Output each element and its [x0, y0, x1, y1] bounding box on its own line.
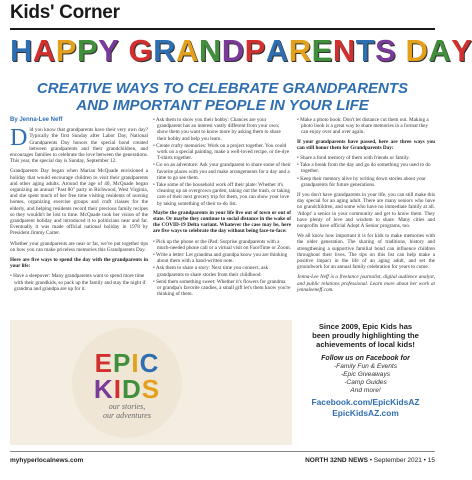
- list-heading: If your grandparents have passed, here are three ways you can still honor them for Grandparents Day:: [297, 138, 435, 151]
- headline-letter: P: [55, 33, 77, 68]
- logo-letter: E: [94, 348, 113, 378]
- headline-letter: E: [311, 33, 333, 68]
- footer-date-page: • September 2021 • 15: [367, 457, 435, 464]
- epic-kids-promo-image: [10, 320, 292, 445]
- headline-space: [396, 34, 405, 68]
- headline-letter: D: [405, 33, 429, 68]
- headline-letter: G: [128, 33, 154, 68]
- article-column-3: [297, 117, 435, 297]
- list-item: • Keep their memory alive by writing down stories about your grandparents for future generations.: [297, 175, 426, 188]
- list-item: • Pick up the phone or the iPad: Surprise grandparents with a much-needed phone call or a virtual visit on FaceTime or Zoom.: [153, 238, 291, 251]
- list-item: • Take a break from the day and go do something you used to do together.: [297, 162, 431, 175]
- ad-list-item: And more!: [350, 387, 381, 394]
- headline-letter: A: [265, 33, 289, 68]
- headline-letter: Y: [98, 33, 120, 68]
- logo-letter: D: [121, 374, 142, 404]
- author-bio: Jenna-Lee Neff is a freelance journalist, digital audience analyst, and public relations professional. Learn more about her work at jennaleeneff.com.: [297, 274, 435, 293]
- logo-letter: K: [93, 374, 114, 404]
- headline-letter: Y: [451, 33, 472, 68]
- article-column-1: [10, 117, 148, 293]
- headline-letter: N: [332, 33, 356, 68]
- paragraph: If you don't have grandparents in your life, you can still make this day special for an aging adult. There are many seniors who have no grandchildren, and some who have no immediate family at all. 'Adopt' a senior in your community and get to know them. They have plenty of love and wisdom to share. Many cities and nonprofits have official Adopt A Senior programs, too.: [297, 192, 435, 230]
- epic-kids-logo: [72, 328, 182, 438]
- ad-headline-1: Since 2009, Epic Kids has: [318, 322, 413, 331]
- ad-headline-2: been proudly highlighting the: [312, 331, 419, 340]
- ad-follow-text: Follow us on Facebook for: [321, 355, 410, 362]
- paragraph-text: id you know that grandparents have their very own day? Typically the first Sunday after Labor Day, National Grandparents Day honors the special bond created between grandparents and their grandchildren, and encourages families to celebrate the love between the generations. This year, the special day is Sunday, September 12.: [10, 127, 148, 165]
- list-item: • Write a letter: Let grandma and grandpa know you are thinking about them with a hand-written note.: [153, 252, 288, 265]
- list-item: • Make a photo book: Don't let distance cut them out. Making a photo book is a great way to share memories in a format they can enjoy over and over again.: [297, 117, 429, 136]
- ad-headline-3: achievements of local kids!: [316, 340, 415, 349]
- paragraph: We all know how important it is for kids to make memories with the older generation. The sharing of traditions, history and strengthening a supportive familial bond can influence children throughout their lives. The tips on this list can help make a positive impact in the life of an aging adult, and set the groundwork for an annual family celebration for years to come.: [297, 233, 435, 271]
- footer-divider: [10, 451, 435, 452]
- paragraph: Grandparents Day began when Marian McQuade envisioned a holiday that would encourage children to visit their grandparents and other aging adults. Around the age of 40, McQuade began organizing an annual "Past 80" party in Richwood, West Virginia, and she spent much of her free time visiting residents of nursing homes, organizing exercise groups and craft classes for the elderly, and helping residents record their precious family recipes so they wouldn't be lost to time. McQuade took her vision of the grandparent holiday and introduced it to politicians near and far. Eventually it was made official national holiday in 1978 by President Jimmy Carter.: [10, 168, 148, 237]
- subheadline-line-2: AND IMPORTANT PEOPLE IN YOUR LIFE: [76, 97, 369, 114]
- byline: By Jenna-Lee Neff: [10, 117, 63, 123]
- list-item: • Send them something sweet: Whether it's flowers for grandma or grandpa's favorite candies, a small gift let's them know you're thinking of them.: [153, 278, 291, 298]
- list-heading: Here are five ways to spend the day with the grandparents in your life:: [10, 257, 148, 270]
- list-item: • Ask them to share a story: Next time you connect, ask grandparents to share stories from their childhood.: [153, 265, 269, 278]
- section-divider: [10, 28, 435, 30]
- ad-list-item: -Epic Giveaways: [340, 371, 391, 378]
- headline-letter: R: [288, 33, 312, 68]
- ad-list-item: -Family Fun & Events: [333, 363, 398, 370]
- footer-folio: [305, 457, 435, 464]
- headline-space: [119, 34, 128, 68]
- footer-publication: NORTH 32ND NEWS: [305, 457, 368, 464]
- subheadline-line-1: CREATIVE WAYS TO CELEBRATE GRANDPARENTS: [36, 80, 409, 97]
- list-item: • Take some of the household work off their plate: Whether it's cleaning up an overgrown garden, taking out the trash, or taking care of their next grocery trip for them, you can show your love by taking something of their to-do list.: [153, 182, 291, 207]
- headline-letters: [10, 33, 472, 68]
- list-item: • Create crafty memories: Work on a project together. You could work on a special painting, make a well-loved recipe, or tie-dye T-shirts together.: [153, 142, 290, 162]
- list-item: • Share a fond memory of them with friends or family.: [297, 155, 410, 162]
- drop-cap: D: [10, 125, 28, 152]
- headline-letter: A: [175, 33, 199, 68]
- list-item: • Ask them to show you their hobby: Chances are your grandparent has an interest vastly different from your own; show them you want to know more by asking them to share their hobby and help you learn.: [153, 117, 281, 142]
- headline-letter: T: [355, 33, 376, 68]
- headline-letter: P: [244, 33, 266, 68]
- facebook-link[interactable]: Facebook.com/EpicKidsAZ: [311, 397, 420, 407]
- logo-letter: S: [141, 374, 161, 404]
- headline-letter: S: [375, 33, 397, 68]
- list-heading: Maybe the grandparents in your life live out of town or out of state. Or maybe they continue to social distance in the wake of the COVID-19 Delta variant. Whatever the case may be, here are five ways to celebrate the day without being face-to-face:: [153, 209, 291, 235]
- section-title: Kids' Corner: [10, 2, 120, 23]
- logo-tagline-2: our adventures: [103, 411, 151, 420]
- epic-kids-ad: [296, 322, 435, 442]
- headline-letter: A: [32, 33, 56, 68]
- logo-word-kids: [72, 376, 182, 402]
- list-item: • Have a sleepover: Many grandparents want to spend more time with their grandkids, so pack up the family and stay the night if grandma and grandpa are up for it.: [10, 273, 146, 292]
- headline-letter: P: [76, 33, 99, 68]
- headline-letter: R: [153, 33, 176, 68]
- headline-letter: N: [198, 33, 222, 68]
- headline-banner: [10, 33, 472, 82]
- headline-letter: H: [10, 33, 33, 68]
- logo-tagline-1: our stories,: [108, 402, 146, 411]
- ad-list-item: -Camp Guides: [344, 379, 387, 386]
- logo-letter: I: [113, 374, 122, 404]
- paragraph: [10, 127, 148, 164]
- list-item: • Go on an adventure: Ask your grandparent to share some of their favorite places with you and make arrangements for a day and a time to go see them.: [153, 162, 291, 181]
- paragraph: Whether your grandparents are near or far, we've put together tips on how you can make priceless memories this Grandparents Day.: [10, 240, 148, 253]
- logo-letter: I: [131, 348, 140, 378]
- website-link[interactable]: EpicKidsAZ.com: [332, 408, 399, 418]
- logo-letter: C: [139, 348, 160, 378]
- logo-letter: P: [112, 348, 132, 378]
- logo-word-epic: [72, 350, 182, 376]
- headline-letter: A: [428, 33, 452, 68]
- headline-letter: D: [221, 33, 245, 68]
- footer-website[interactable]: myhyperlocalnews.com: [10, 457, 84, 464]
- article-column-2: [153, 117, 291, 298]
